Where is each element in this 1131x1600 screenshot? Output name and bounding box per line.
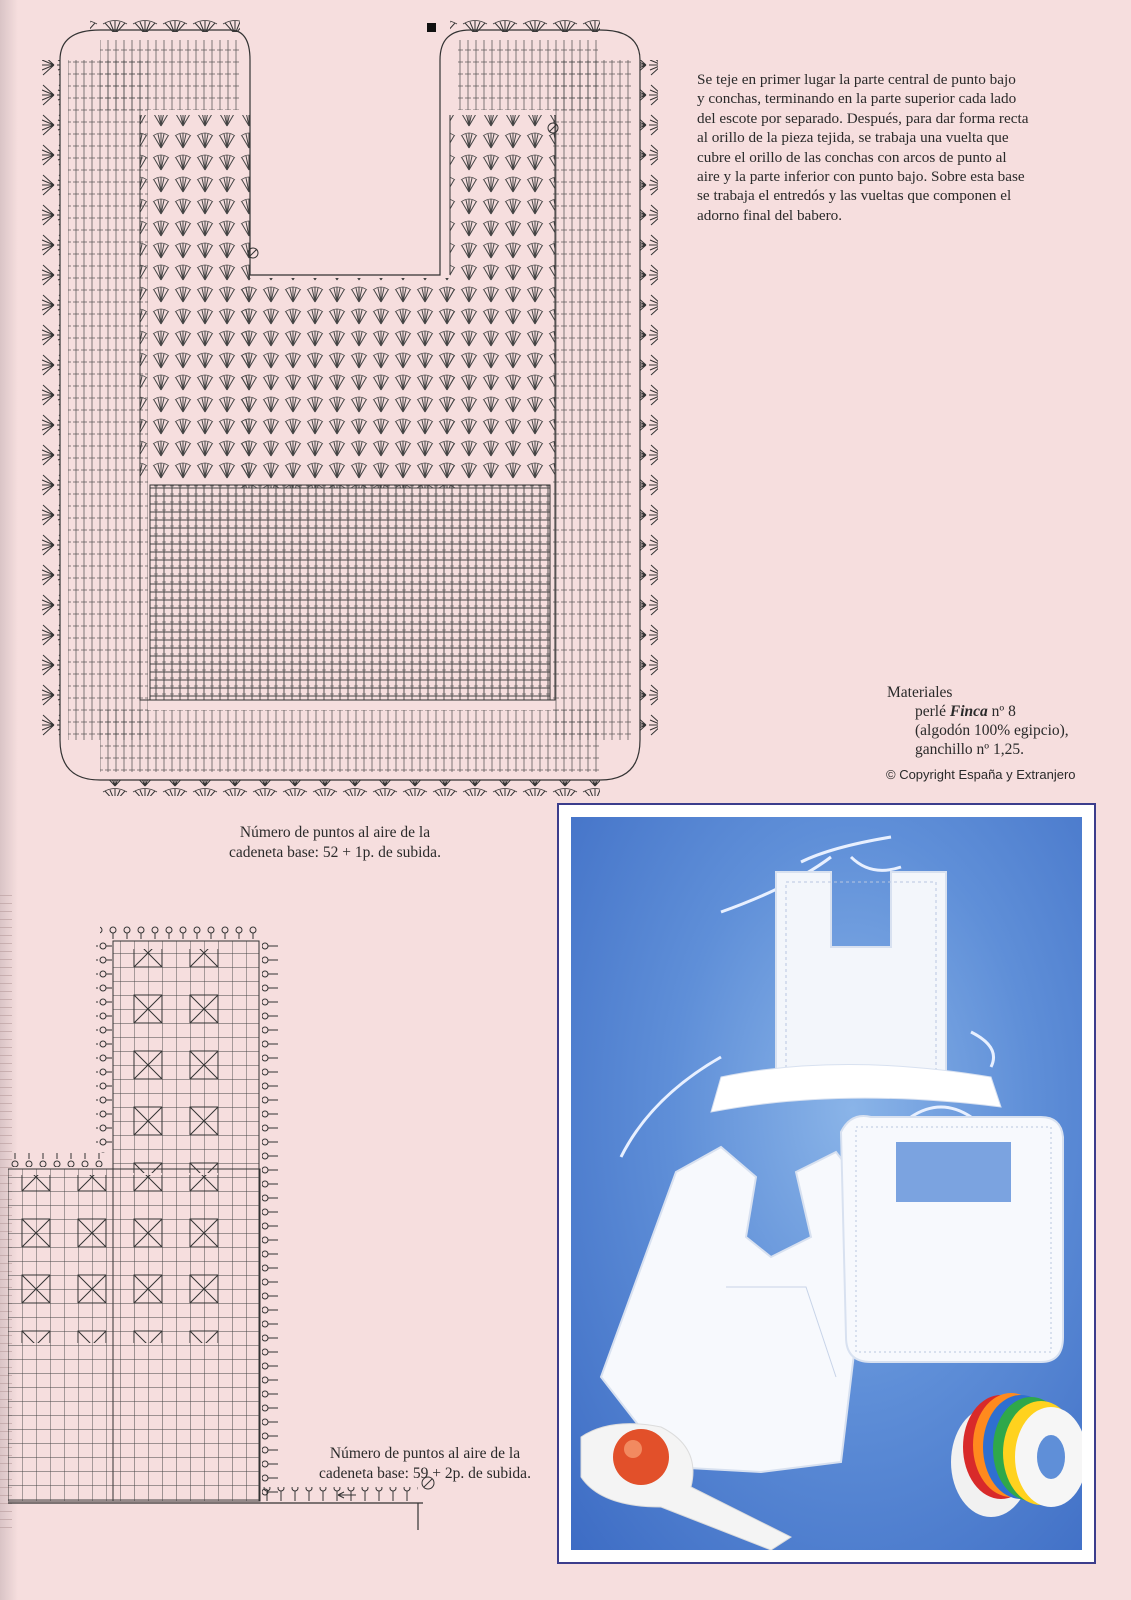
rattle-rings [951,1393,1082,1517]
materials-list [887,683,1069,759]
instructions-line: del escote por separado. Después, para dar forma recta [697,109,1029,127]
bibs-photo [571,817,1082,1550]
crochet-chart-top [40,20,660,810]
caption-top [185,823,485,863]
instructions-line: adorno final del babero. [697,206,843,224]
crochet-chart-top-svg [40,20,660,810]
materials-yarn-suffix: nº 8 [991,703,1016,720]
bibs-photo-svg [571,817,1082,1550]
copyright-notice: © Copyright España y Extranjero [886,767,1076,782]
instructions-line: al orillo de la pieza tejida, se trabaja una vuelta que [697,129,1009,147]
materials-fiber: (algodón 100% egipcio), [915,722,1069,739]
caption-top-line2: cadeneta base: 52 + 1p. de subida. [229,844,441,861]
materials-heading: Materiales [887,684,953,701]
photo-frame [557,803,1096,1564]
instructions-line: aire y la parte inferior con punto bajo. Sobre esta base [697,168,1025,186]
caption-bottom-line1: Número de puntos al aire de la [329,1445,521,1462]
materials-yarn [887,702,1069,721]
materials-yarn-prefix: perlé [915,703,946,720]
instructions-line: se trabaja el entredós y las vueltas que componen el [697,187,1012,205]
caption-bottom [285,1444,565,1484]
materials-yarn-brand: Finca [949,703,988,720]
instructions-line: Se teje en primer lugar la parte central de punto bajo [697,71,1016,88]
caption-bottom-line2: cadeneta base: 59 + 2p. de subida. [319,1465,531,1482]
instructions-line: cubre el orillo de las conchas con arcos de punto al [697,148,1007,166]
caption-top-line1: Número de puntos al aire de la [239,824,431,841]
instructions-line: y conchas, terminando en la parte superior cada lado [697,90,1017,108]
materials-hook: ganchillo nº 1,25. [915,741,1024,758]
instructions-paragraph [697,70,1102,225]
